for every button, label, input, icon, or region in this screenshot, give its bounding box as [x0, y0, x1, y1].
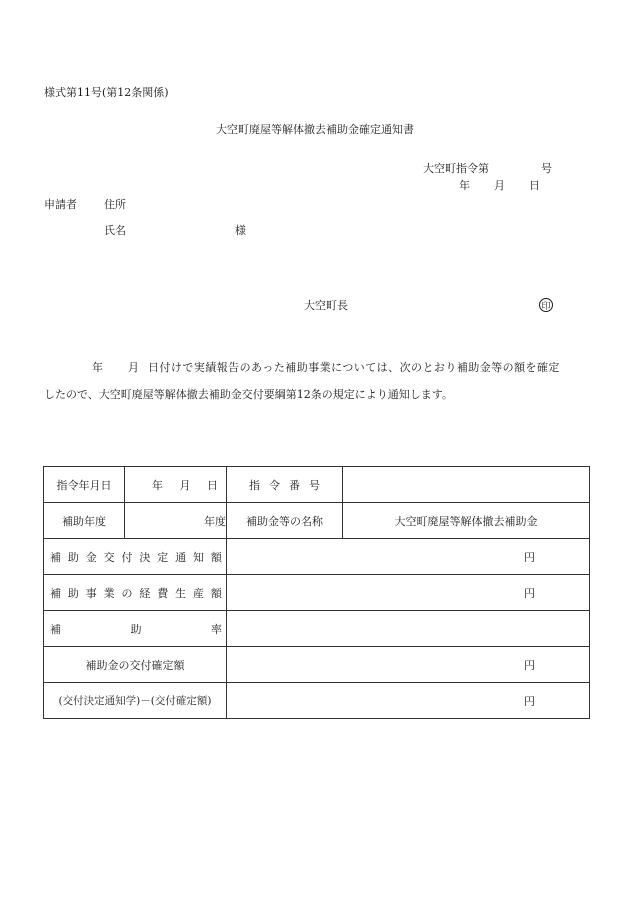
label-char: 業: [103, 586, 115, 600]
label-char: の: [121, 586, 133, 600]
label-char: 生: [175, 586, 187, 600]
order-date-year: 年: [152, 478, 163, 492]
table-row-fiscal-year: [44, 503, 590, 539]
rate-label: [44, 611, 227, 647]
label-char: 補: [50, 586, 61, 600]
fiscal-year-label: 補助年度: [44, 503, 125, 539]
subsidy-table: [43, 466, 590, 719]
notified-amount-label: [44, 539, 227, 575]
label-char: 助: [67, 586, 79, 600]
body-line-1-text: 日付けで実績報告のあった補助事業については、次のとおり補助金等の額を確定: [148, 361, 560, 374]
table-row-expense: [44, 575, 590, 611]
label-char: 額: [210, 586, 222, 600]
order-number-char: 番: [289, 478, 300, 492]
form-number: 様式第11号(第12条関係): [44, 86, 169, 99]
order-number-char: 指: [249, 478, 260, 492]
order-number-prefix: 大空町指令第: [423, 162, 489, 175]
label-char: 費: [157, 586, 169, 600]
order-number-char: 号: [309, 478, 320, 492]
order-number-char: 令: [269, 478, 280, 492]
issue-month: 月: [494, 179, 505, 192]
label-char: 交: [103, 550, 115, 564]
rate-value: [227, 611, 590, 647]
label-char: 補: [50, 622, 61, 636]
label-char: 助: [67, 550, 79, 564]
order-date-value: [125, 467, 227, 503]
notified-amount-value: 円: [227, 539, 590, 575]
label-char: 経: [139, 586, 151, 600]
body-year: 年: [92, 361, 103, 374]
order-date-month: 月: [179, 478, 191, 492]
honorific: 様: [235, 224, 246, 237]
label-char: 通: [175, 550, 187, 564]
applicant-label: 申請者: [44, 198, 77, 211]
confirmed-amount-value: 円: [227, 647, 590, 683]
expense-value: 円: [227, 575, 590, 611]
fiscal-year-unit: 年度: [125, 503, 227, 539]
label-char: 付: [121, 550, 133, 564]
difference-value: 円: [227, 683, 590, 719]
address-label: 住所: [104, 198, 126, 211]
order-number-suffix: 号: [541, 162, 552, 175]
table-row-difference: [44, 683, 590, 719]
subsidy-name-value: 大空町廃屋等解体撤去補助金: [343, 503, 590, 539]
difference-label: (交付決定通知学)－(交付確定額): [44, 683, 227, 719]
subsidy-name-label: 補助金等の名称: [227, 503, 343, 539]
table-row-confirmed-amount: [44, 647, 590, 683]
label-char: 決: [139, 550, 151, 564]
issue-year: 年: [459, 179, 470, 192]
document-title: 大空町廃屋等解体撤去補助金確定通知書: [216, 123, 414, 136]
order-number-label: [227, 467, 343, 503]
label-char: 事: [85, 586, 97, 600]
body-month: 月: [128, 361, 139, 374]
order-date-day: 日: [207, 478, 218, 492]
label-char: 額: [210, 550, 222, 564]
order-number-value: [343, 467, 590, 503]
table-row-notified-amount: [44, 539, 590, 575]
label-char: 知: [193, 550, 204, 564]
table-row-rate: [44, 611, 590, 647]
name-label: 氏名: [104, 224, 126, 237]
table-row-order: [44, 467, 590, 503]
issue-day: 日: [529, 179, 540, 192]
confirmed-amount-label: 補助金の交付確定額: [44, 647, 227, 683]
label-char: 補: [50, 550, 61, 564]
expense-label: [44, 575, 227, 611]
label-char: 助: [130, 622, 142, 636]
label-char: 金: [85, 550, 97, 564]
seal-mark: 印: [539, 298, 553, 312]
issuer-title: 大空町長: [304, 299, 348, 312]
label-char: 率: [211, 622, 222, 636]
order-date-label: 指令年月日: [44, 467, 125, 503]
label-char: 産: [193, 586, 204, 600]
label-char: 定: [157, 550, 169, 564]
body-line-2: したので、大空町廃屋等解体撤去補助金交付要綱第12条の規定により通知します。: [44, 388, 453, 401]
